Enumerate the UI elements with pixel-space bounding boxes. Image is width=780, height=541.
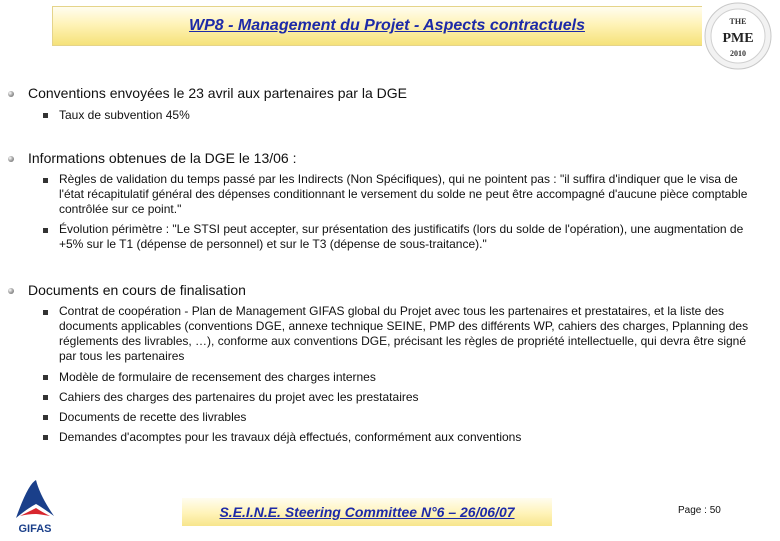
- gifas-logo: [6, 476, 64, 536]
- bullet-icon: [8, 91, 14, 97]
- square-bullet-icon: [43, 415, 48, 420]
- gifas-text: GIFAS: [18, 523, 52, 535]
- square-bullet-icon: [43, 178, 48, 183]
- list-item: Contrat de coopération - Plan de Management GIFAS global du Projet avec tous les partenaires et prestataires, et la liste des documents applicables (conventions DGE, annexe technique SEINE, PMP des différents WP, cahiers des charges, Pplanning des réglements des livrables, …), conforme aux conventions DGE, précisant les règles de propriété intellectuelle, qui devra être signé par tous les partenaires: [59, 304, 749, 363]
- logo-line2: PME: [722, 31, 754, 46]
- section-heading: Conventions envoyées le 23 avril aux partenaires par la DGE: [28, 85, 407, 101]
- footer-banner: [182, 498, 552, 526]
- section-heading: Informations obtenues de la DGE le 13/06 :: [28, 150, 297, 166]
- gifas-logo-icon: [6, 476, 64, 536]
- logo-line1: THE: [729, 17, 747, 26]
- list-item: Taux de subvention 45%: [59, 108, 190, 122]
- square-bullet-icon: [43, 310, 48, 315]
- slide-title: WP8 - Management du Projet - Aspects contractuels: [189, 17, 585, 34]
- bullet-icon: [8, 156, 14, 162]
- square-bullet-icon: [43, 228, 48, 233]
- logo-line3: 2010: [730, 49, 746, 58]
- square-bullet-icon: [43, 375, 48, 380]
- list-item: Évolution périmètre : "Le STSI peut accepter, sur présentation des justificatifs (lors du solde de l'opération), une augmentation de +5% sur le T1 (dépense de personnel) et sur le T3 (dépense de sous-traitance).": [59, 222, 744, 251]
- section-heading: Documents en cours de finalisation: [28, 282, 246, 298]
- list-item: Cahiers des charges des partenaires du projet avec les prestataires: [59, 390, 419, 404]
- list-item: Demandes d'acomptes pour les travaux déjà effectués, conformément aux conventions: [59, 430, 522, 444]
- list-item: Règles de validation du temps passé par les Indirects (Non Spécifiques), qui ne pointent pas : "il suffira d'indiquer que le visa de l'état récapitulatif général des dépenses conditionnant le versement du solde ne peut être accompagné d'aucune pièce comptable contrôlée sur ce point.": [59, 172, 748, 216]
- footer-title: S.E.I.N.E. Steering Committee N°6 – 26/06/07: [219, 504, 515, 520]
- list-item: Documents de recette des livrables: [59, 410, 247, 424]
- list-item: Modèle de formulaire de recensement des charges internes: [59, 370, 376, 384]
- square-bullet-icon: [43, 435, 48, 440]
- page-number: Page : 50: [678, 505, 721, 516]
- bullet-icon: [8, 288, 14, 294]
- square-bullet-icon: [43, 395, 48, 400]
- square-bullet-icon: [43, 113, 48, 118]
